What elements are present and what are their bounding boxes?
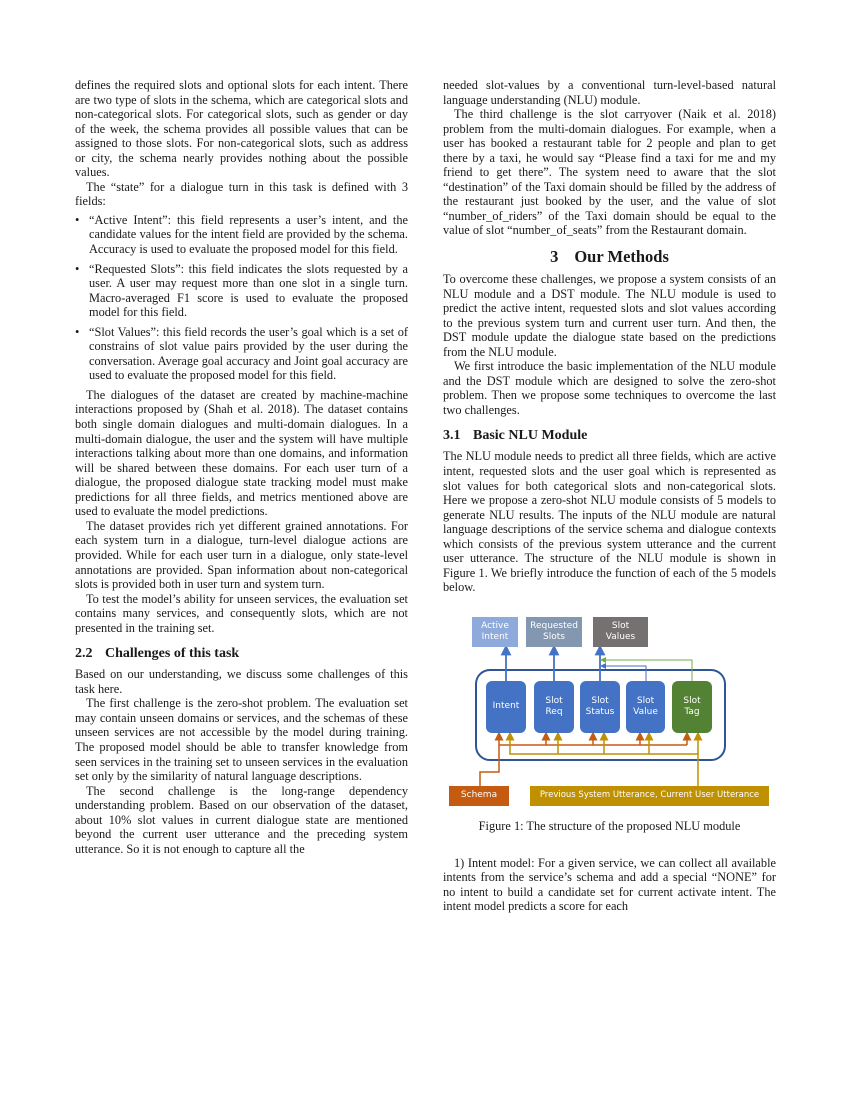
- paragraph: defines the required slots and optional slots for each intent. There are two type of slots in the schema, which are categorical slots and non-categorical slots. For categorical slots, such as gender or day of the week, the schema provides all possible values that can be assigned to those slots. For non-categorical slots, such as address or city, the schema nearly provides nothing about the possible values.: [75, 78, 408, 180]
- model-slot-status: Slot Status: [580, 681, 620, 733]
- paragraph: The second challenge is the long-range dependency understanding problem. Based on our observation of the dataset, about 10% slot values in current dialogue state are mentioned beyond the current user utterance and the preceding system utterance. So it is not enough to capture all the: [75, 783, 408, 856]
- list-item: • “Active Intent”: this field represents a user’s intent, and the candidate values for the intent field are provided by the schema. Accuracy is used to evaluate the proposed model for this field.: [75, 212, 408, 257]
- paragraph: The third challenge is the slot carryover (Naik et al. 2018) problem from the multi-domain dialogues. For example, when a user has booked a restaurant table for 2 people and plan to get there by a taxi, he would say “Please find a taxi for me and my friend to get there”. The system need to aware that the slot “destination” of the Taxi domain should be filled by the address of the restaurant just booked by the user, and the value of slot “number_of_riders” of the Taxi domain should be equal to the value of slot “number_of_seats” from the Restaurant domain.: [443, 107, 776, 238]
- list-item: • “Requested Slots”: this field indicates the slots requested by a user. A user may request more than one slot in a single turn. Macro-averaged F1 score is used to evaluate the proposed model for this field.: [75, 261, 408, 320]
- section-heading-3: 3 Our Methods: [550, 247, 669, 267]
- input-schema: Schema: [449, 786, 509, 806]
- bullet-icon: •: [75, 324, 80, 339]
- paragraph: To overcome these challenges, we propose a system consists of an NLU module and a DST module. The NLU module is used to predict the active intent, requested slots and slot values according to the previous system turn and current user turn. And then, the DST module update the dialogue state based on the predictions from the NLU module.: [443, 272, 776, 359]
- model-slot-req: Slot Req: [534, 681, 574, 733]
- section-heading-3-1: 3.1 Basic NLU Module: [443, 428, 588, 444]
- output-slot-values: Slot Values: [593, 617, 648, 647]
- paragraph: The “state” for a dialogue turn in this task is defined with 3 fields:: [75, 179, 408, 209]
- state-fields-list: [75, 213, 408, 383]
- left-column: [75, 78, 408, 856]
- list-item: • “Slot Values”: this field records the user’s goal which is a set of constrains of slot value pairs provided by the user during the conversation. Average goal accuracy and Joint goal accuracy are used to evaluate the proposed model for this field.: [75, 324, 408, 383]
- paragraph: The dialogues of the dataset are created by machine-machine interactions proposed by (Shah et al. 2018). The dataset contains both single domain dialogues and multi-domain dialogues. In a multi-domain dialogue, the user and the system will have multiple interactions talking about more than one domains, and information will be shared between these domains. For each user turn of a dialogue, the proposed dialogue state tracking model must make predictions for all three fields, and metrics mentioned above are used to evaluate the model predictions.: [75, 387, 408, 519]
- paragraph: Based on our understanding, we discuss some challenges of this task here.: [75, 667, 408, 696]
- paragraph: To test the model’s ability for unseen services, the evaluation set contains many services, and consequently slots, which are not presented in the training set.: [75, 591, 408, 635]
- model-slot-value: Slot Value: [626, 681, 665, 733]
- paragraph: The dataset provides rich yet different grained annotations. For each system turn in a dialogue, turn-level dialogue actions are provided. While for each user turn in a dialogue, only state-level annotations are provided. Span information about non-categorical slots is provided both in user turn and system turn.: [75, 518, 408, 592]
- figure-caption: Figure 1: The structure of the proposed NLU module: [478, 818, 741, 833]
- model-slot-tag: Slot Tag: [672, 681, 712, 733]
- nlu-structure-figure: [440, 609, 780, 809]
- paragraph: The NLU module needs to predict all three fields, which are active intent, requested slots and the user goal which is represented as slot values for both categorical slots and non-categorical slots. Here we propose a zero-shot NLU module consists of 5 models to generate NLU results. The inputs of the NLU module are natural language descriptions of the service schema and dialogue contexts which consists of the previous system utterance and the current user utterance. The structure of the NLU module is shown in Figure 1. We briefly introduce the function of each of the 5 models below.: [443, 449, 776, 595]
- bullet-icon: •: [75, 212, 80, 227]
- section-heading-2-2: 2.2 Challenges of this task: [75, 646, 240, 662]
- paragraph: The first challenge is the zero-shot problem. The evaluation set may contain unseen domains or services, and the schemas of these unseen services are not accessible by the model during training. The proposed model should be able to transfer knowledge from seen services in the training set to unseen services in the evaluation set only by the similarity of natural language descriptions.: [75, 696, 408, 784]
- input-utterances: Previous System Utterance, Current User Utterance: [530, 786, 769, 806]
- paragraph: We first introduce the basic implementation of the NLU module and the DST module which are designed to solve the zero-shot problem. Then we propose some techniques to overcome the last two challenges.: [443, 359, 776, 417]
- bullet-icon: •: [75, 261, 80, 276]
- output-requested-slots: Requested Slots: [526, 617, 582, 647]
- paragraph: 1) Intent model: For a given service, we can collect all available intents from the service’s schema and add a special “NONE” for no intent to build a candidate set for current activate intent. The intent model predicts a score for each: [443, 855, 776, 914]
- paragraph: needed slot-values by a conventional turn-level-based natural language understanding (NLU) module.: [443, 78, 776, 107]
- output-active-intent: Active Intent: [472, 617, 518, 647]
- model-intent: Intent: [486, 681, 526, 733]
- right-column: [443, 78, 776, 914]
